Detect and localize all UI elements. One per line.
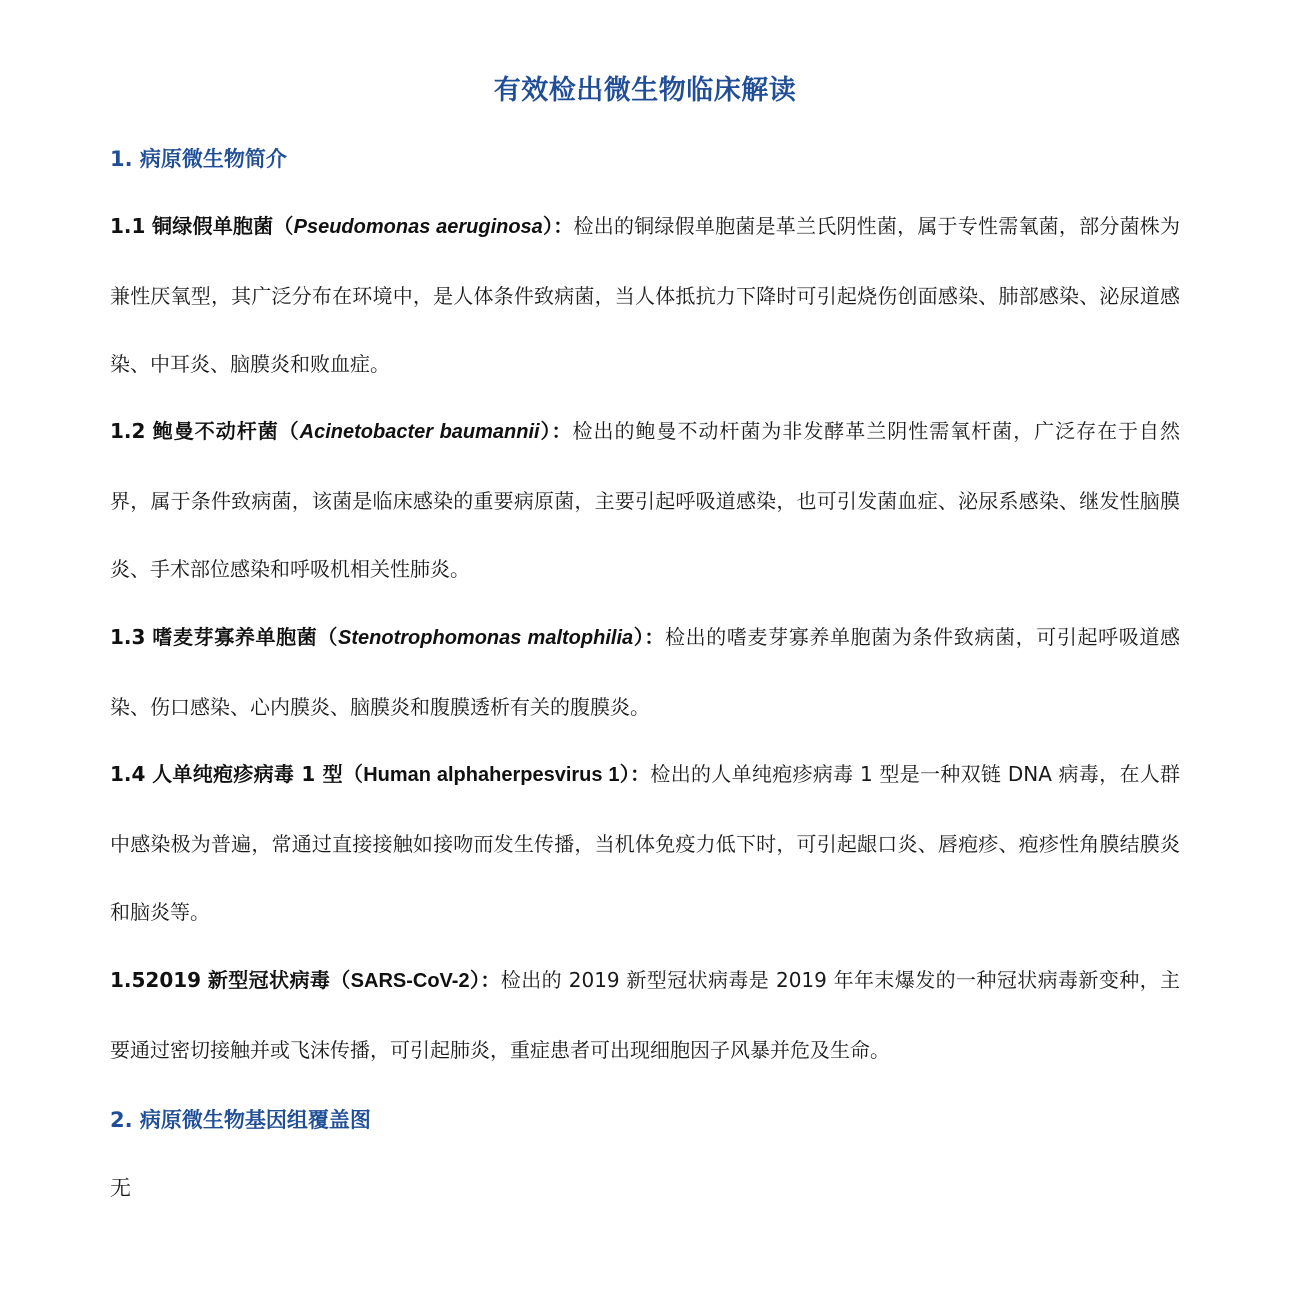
organism-description: 检出的嗜麦芽寡养单胞菌为条件致病菌，可引起呼吸道感染、伤口感染、心内膜炎、脑膜炎和腹膜透析有关的腹膜炎。 bbox=[110, 625, 1180, 719]
colon: ： bbox=[630, 762, 651, 786]
entry-number: 1.2 bbox=[110, 419, 146, 443]
organism-chinese-name: 铜绿假单胞菌 bbox=[152, 214, 274, 238]
entry-number: 1.52019 bbox=[110, 968, 202, 992]
open-paren: （ bbox=[330, 968, 351, 992]
document-title: 有效检出微生物临床解读 bbox=[493, 75, 797, 106]
organism-chinese-name: 人单纯疱疹病毒 1 型 bbox=[152, 762, 343, 786]
section-heading-genome-coverage: 2. 病原微生物基因组覆盖图 bbox=[110, 1108, 371, 1132]
entry-number: 1.3 bbox=[110, 625, 146, 649]
organism-chinese-name: 鲍曼不动杆菌 bbox=[152, 419, 279, 443]
entry-number: 1.1 bbox=[110, 214, 146, 238]
entry-number: 1.4 bbox=[110, 762, 146, 786]
open-paren: （ bbox=[317, 625, 339, 649]
close-paren: ） bbox=[633, 625, 645, 649]
entry-acinetobacter-baumannii bbox=[110, 397, 1180, 604]
organism-description: 检出的鲍曼不动杆菌为非发酵革兰阴性需氧杆菌，广泛存在于自然界，属于条件致病菌，该菌是临床感染的重要病原菌，主要引起呼吸道感染，也可引发菌血症、泌尿系感染、继发性脑膜炎、手术部位感染和呼吸机相关性肺炎。 bbox=[110, 419, 1181, 581]
entry-human-alphaherpesvirus-1 bbox=[110, 740, 1180, 947]
entry-pseudomonas-aeruginosa bbox=[110, 192, 1180, 399]
organism-latin-name: Acinetobacter baumannii bbox=[299, 421, 540, 443]
organism-latin-name: SARS-CoV-2 bbox=[350, 970, 470, 992]
open-paren: （ bbox=[278, 419, 300, 443]
close-paren: ） bbox=[469, 968, 481, 992]
organism-chinese-name: 嗜麦芽寡养单胞菌 bbox=[152, 625, 318, 649]
entry-stenotrophomonas-maltophilia bbox=[110, 603, 1180, 741]
open-paren: （ bbox=[273, 214, 294, 238]
entry-sars-cov-2 bbox=[110, 946, 1180, 1084]
colon: ： bbox=[553, 214, 574, 238]
open-paren: （ bbox=[342, 762, 364, 786]
genome-coverage-none-text: 无 bbox=[110, 1176, 131, 1200]
organism-latin-name: Stenotrophomonas maltophilia bbox=[338, 627, 634, 649]
organism-chinese-name: 新型冠状病毒 bbox=[207, 968, 331, 992]
organism-description: 检出的 2019 新型冠状病毒是 2019 年年末爆发的一种冠状病毒新变种，主要通过密切接触并或飞沫传播，可引起肺炎，重症患者可出现细胞因子风暴并危及生命。 bbox=[110, 968, 1181, 1062]
organism-description: 检出的人单纯疱疹病毒 1 型是一种双链 DNA 病毒，在人群中感染极为普遍，常通过直接接触如接吻而发生传播，当机体免疫力低下时，可引起龈口炎、唇疱疹、疱疹性角膜结膜炎和脑炎等。 bbox=[110, 762, 1181, 924]
close-paren: ） bbox=[539, 419, 552, 443]
close-paren: ） bbox=[542, 214, 554, 238]
section-heading-pathogen-intro: 1. 病原微生物简介 bbox=[110, 147, 287, 171]
organism-latin-name: Human alphaherpesvirus 1 bbox=[363, 764, 620, 786]
organism-description: 检出的铜绿假单胞菌是革兰氏阴性菌，属于专性需氧菌，部分菌株为兼性厌氧型，其广泛分布在环境中，是人体条件致病菌，当人体抵抗力下降时可引起烧伤创面感染、肺部感染、泌尿道感染、中耳炎、脑膜炎和败血症。 bbox=[110, 214, 1181, 376]
colon: ： bbox=[480, 968, 501, 992]
close-paren: ） bbox=[619, 762, 631, 786]
colon: ： bbox=[551, 419, 573, 443]
colon: ： bbox=[644, 625, 665, 649]
organism-latin-name: Pseudomonas aeruginosa bbox=[293, 216, 543, 238]
